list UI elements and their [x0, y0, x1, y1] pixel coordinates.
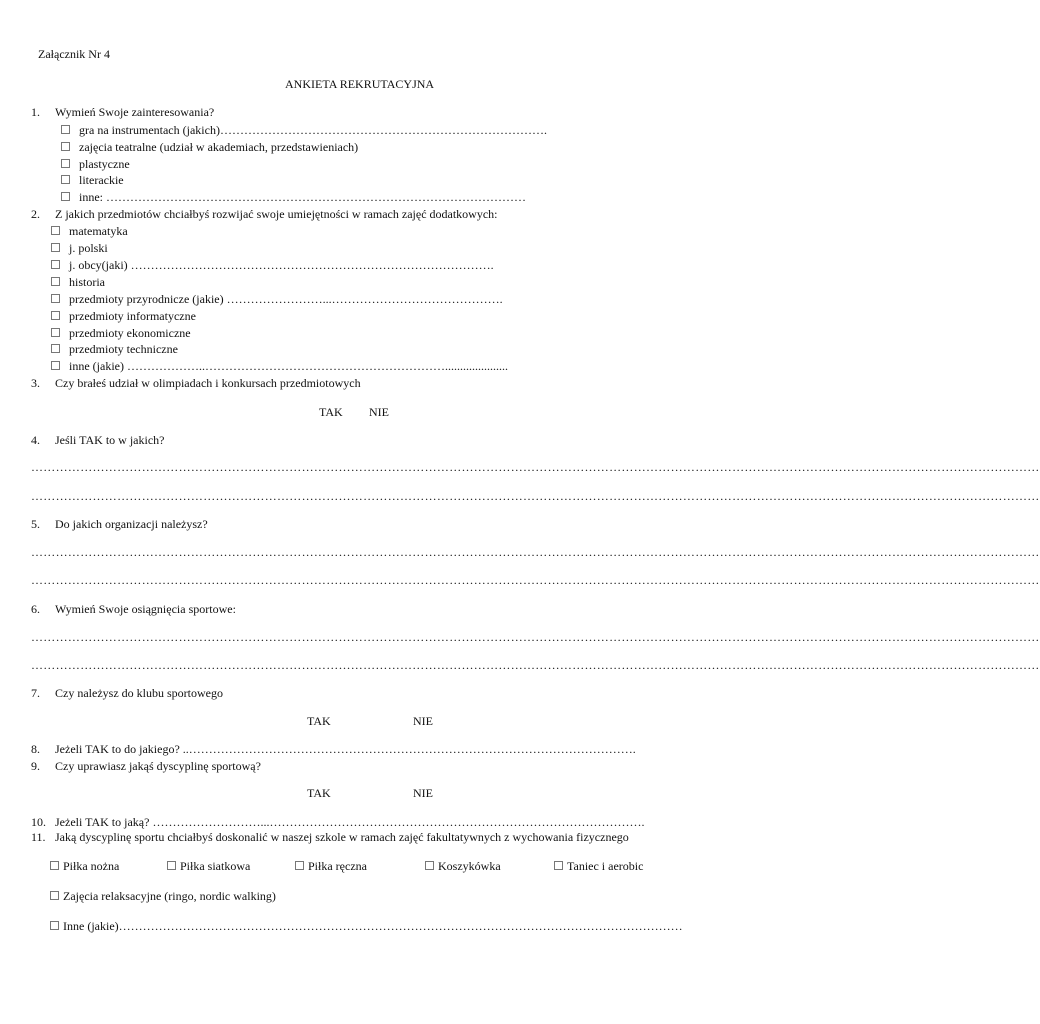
- q1-option[interactable]: zajęcia teatralne (udział w akademiach, przedstawieniach): [61, 140, 358, 154]
- q8-text[interactable]: Jeżeli TAK to do jakiego? ..………………………………………………………………………………………………….: [55, 742, 636, 756]
- q9-no-option[interactable]: NIE: [413, 786, 433, 800]
- q2-option[interactable]: inne (jakie) ………………..…………………………………………………….....................: [51, 359, 508, 373]
- checkbox-icon[interactable]: [50, 861, 59, 870]
- q5-text: Do jakich organizacji należysz?: [55, 517, 208, 531]
- q3-number: 3.: [31, 376, 40, 390]
- q7-text: Czy należysz do klubu sportowego: [55, 686, 223, 700]
- answer-line[interactable]: …………………………………………………………………………………………………………………………………………………………………………………………………………………………: [31, 545, 1040, 559]
- q1-number: 1.: [31, 105, 40, 119]
- sport-option[interactable]: Piłka nożna: [50, 859, 119, 873]
- q10-number: 10.: [31, 815, 46, 829]
- checkbox-icon[interactable]: [51, 294, 60, 303]
- answer-line[interactable]: …………………………………………………………………………………………………………………………………………………………………………………………………………………………: [31, 658, 1040, 672]
- q2-option[interactable]: przedmioty informatyczne: [51, 309, 196, 323]
- checkbox-icon[interactable]: [295, 861, 304, 870]
- checkbox-icon[interactable]: [51, 344, 60, 353]
- q11-text: Jaką dyscyplinę sportu chciałbyś doskonalić w naszej szkole w ramach zajęć fakultatywnych z wychowania fizycznego: [55, 830, 629, 844]
- checkbox-icon[interactable]: [51, 260, 60, 269]
- q1-option[interactable]: literackie: [61, 173, 124, 187]
- answer-line[interactable]: …………………………………………………………………………………………………………………………………………………………………………………………………………………………: [31, 489, 1040, 503]
- q7-yes-option[interactable]: TAK: [307, 714, 331, 728]
- q3-text: Czy brałeś udział w olimpiadach i konkursach przedmiotowych: [55, 376, 361, 390]
- checkbox-icon[interactable]: [51, 226, 60, 235]
- checkbox-icon[interactable]: [61, 175, 70, 184]
- sport-option[interactable]: Taniec i aerobic: [554, 859, 643, 873]
- q10-text[interactable]: Jeżeli TAK to jaką? ………………………...………………………………………………………………………………….: [55, 815, 645, 829]
- q9-text: Czy uprawiasz jakąś dyscyplinę sportową?: [55, 759, 261, 773]
- checkbox-icon[interactable]: [554, 861, 563, 870]
- q8-number: 8.: [31, 742, 40, 756]
- form-title: ANKIETA REKRUTACYJNA: [285, 77, 435, 91]
- q1-option[interactable]: plastyczne: [61, 157, 130, 171]
- q2-option[interactable]: matematyka: [51, 224, 128, 238]
- q1-text: Wymień Swoje zainteresowania?: [55, 105, 215, 119]
- checkbox-icon[interactable]: [51, 328, 60, 337]
- checkbox-icon[interactable]: [61, 142, 70, 151]
- relax-option[interactable]: Zajęcia relaksacyjne (ringo, nordic walking): [50, 889, 276, 903]
- q2-option[interactable]: przedmioty ekonomiczne: [51, 326, 191, 340]
- checkbox-icon[interactable]: [61, 125, 70, 134]
- checkbox-icon[interactable]: [51, 361, 60, 370]
- checkbox-icon[interactable]: [51, 277, 60, 286]
- q1-option[interactable]: inne: ……………………………………………………………………………………………: [61, 190, 526, 204]
- answer-line[interactable]: …………………………………………………………………………………………………………………………………………………………………………………………………………………………: [31, 573, 1040, 587]
- q7-no-option[interactable]: NIE: [413, 714, 433, 728]
- q2-option[interactable]: j. polski: [51, 241, 108, 255]
- attachment-label: Załącznik Nr 4: [38, 47, 110, 61]
- checkbox-icon[interactable]: [167, 861, 176, 870]
- q3-yes-option[interactable]: TAK: [319, 405, 343, 419]
- checkbox-icon[interactable]: [51, 311, 60, 320]
- q3-no-option[interactable]: NIE: [369, 405, 389, 419]
- checkbox-icon[interactable]: [51, 243, 60, 252]
- checkbox-icon[interactable]: [425, 861, 434, 870]
- q2-option[interactable]: przedmioty przyrodnicze (jakie) ……………………...…………………………………….: [51, 292, 503, 306]
- q6-number: 6.: [31, 602, 40, 616]
- other-sport-option[interactable]: Inne (jakie)……………………………………………………………………………………………………………………………: [50, 919, 683, 933]
- sport-option[interactable]: Koszykówka: [425, 859, 501, 873]
- q4-text: Jeśli TAK to w jakich?: [55, 433, 165, 447]
- q9-yes-option[interactable]: TAK: [307, 786, 331, 800]
- q5-number: 5.: [31, 517, 40, 531]
- q2-text: Z jakich przedmiotów chciałbyś rozwijać swoje umiejętności w ramach zajęć dodatkowych:: [55, 207, 498, 221]
- q4-number: 4.: [31, 433, 40, 447]
- q2-option[interactable]: przedmioty techniczne: [51, 342, 178, 356]
- checkbox-icon[interactable]: [61, 159, 70, 168]
- q2-option[interactable]: j. obcy(jaki) ……………………………………………………………………………….: [51, 258, 494, 272]
- q6-text: Wymień Swoje osiągnięcia sportowe:: [55, 602, 236, 616]
- q11-number: 11.: [31, 830, 46, 844]
- q9-number: 9.: [31, 759, 40, 773]
- answer-line[interactable]: …………………………………………………………………………………………………………………………………………………………………………………………………………………………: [31, 460, 1040, 474]
- checkbox-icon[interactable]: [50, 891, 59, 900]
- q1-option[interactable]: gra na instrumentach (jakich)……………………………………………………………………….: [61, 123, 547, 137]
- q7-number: 7.: [31, 686, 40, 700]
- answer-line[interactable]: …………………………………………………………………………………………………………………………………………………………………………………………………………………………: [31, 630, 1040, 644]
- q2-number: 2.: [31, 207, 40, 221]
- sport-option[interactable]: Piłka ręczna: [295, 859, 367, 873]
- checkbox-icon[interactable]: [61, 192, 70, 201]
- sport-option[interactable]: Piłka siatkowa: [167, 859, 250, 873]
- q2-option[interactable]: historia: [51, 275, 105, 289]
- checkbox-icon[interactable]: [50, 921, 59, 930]
